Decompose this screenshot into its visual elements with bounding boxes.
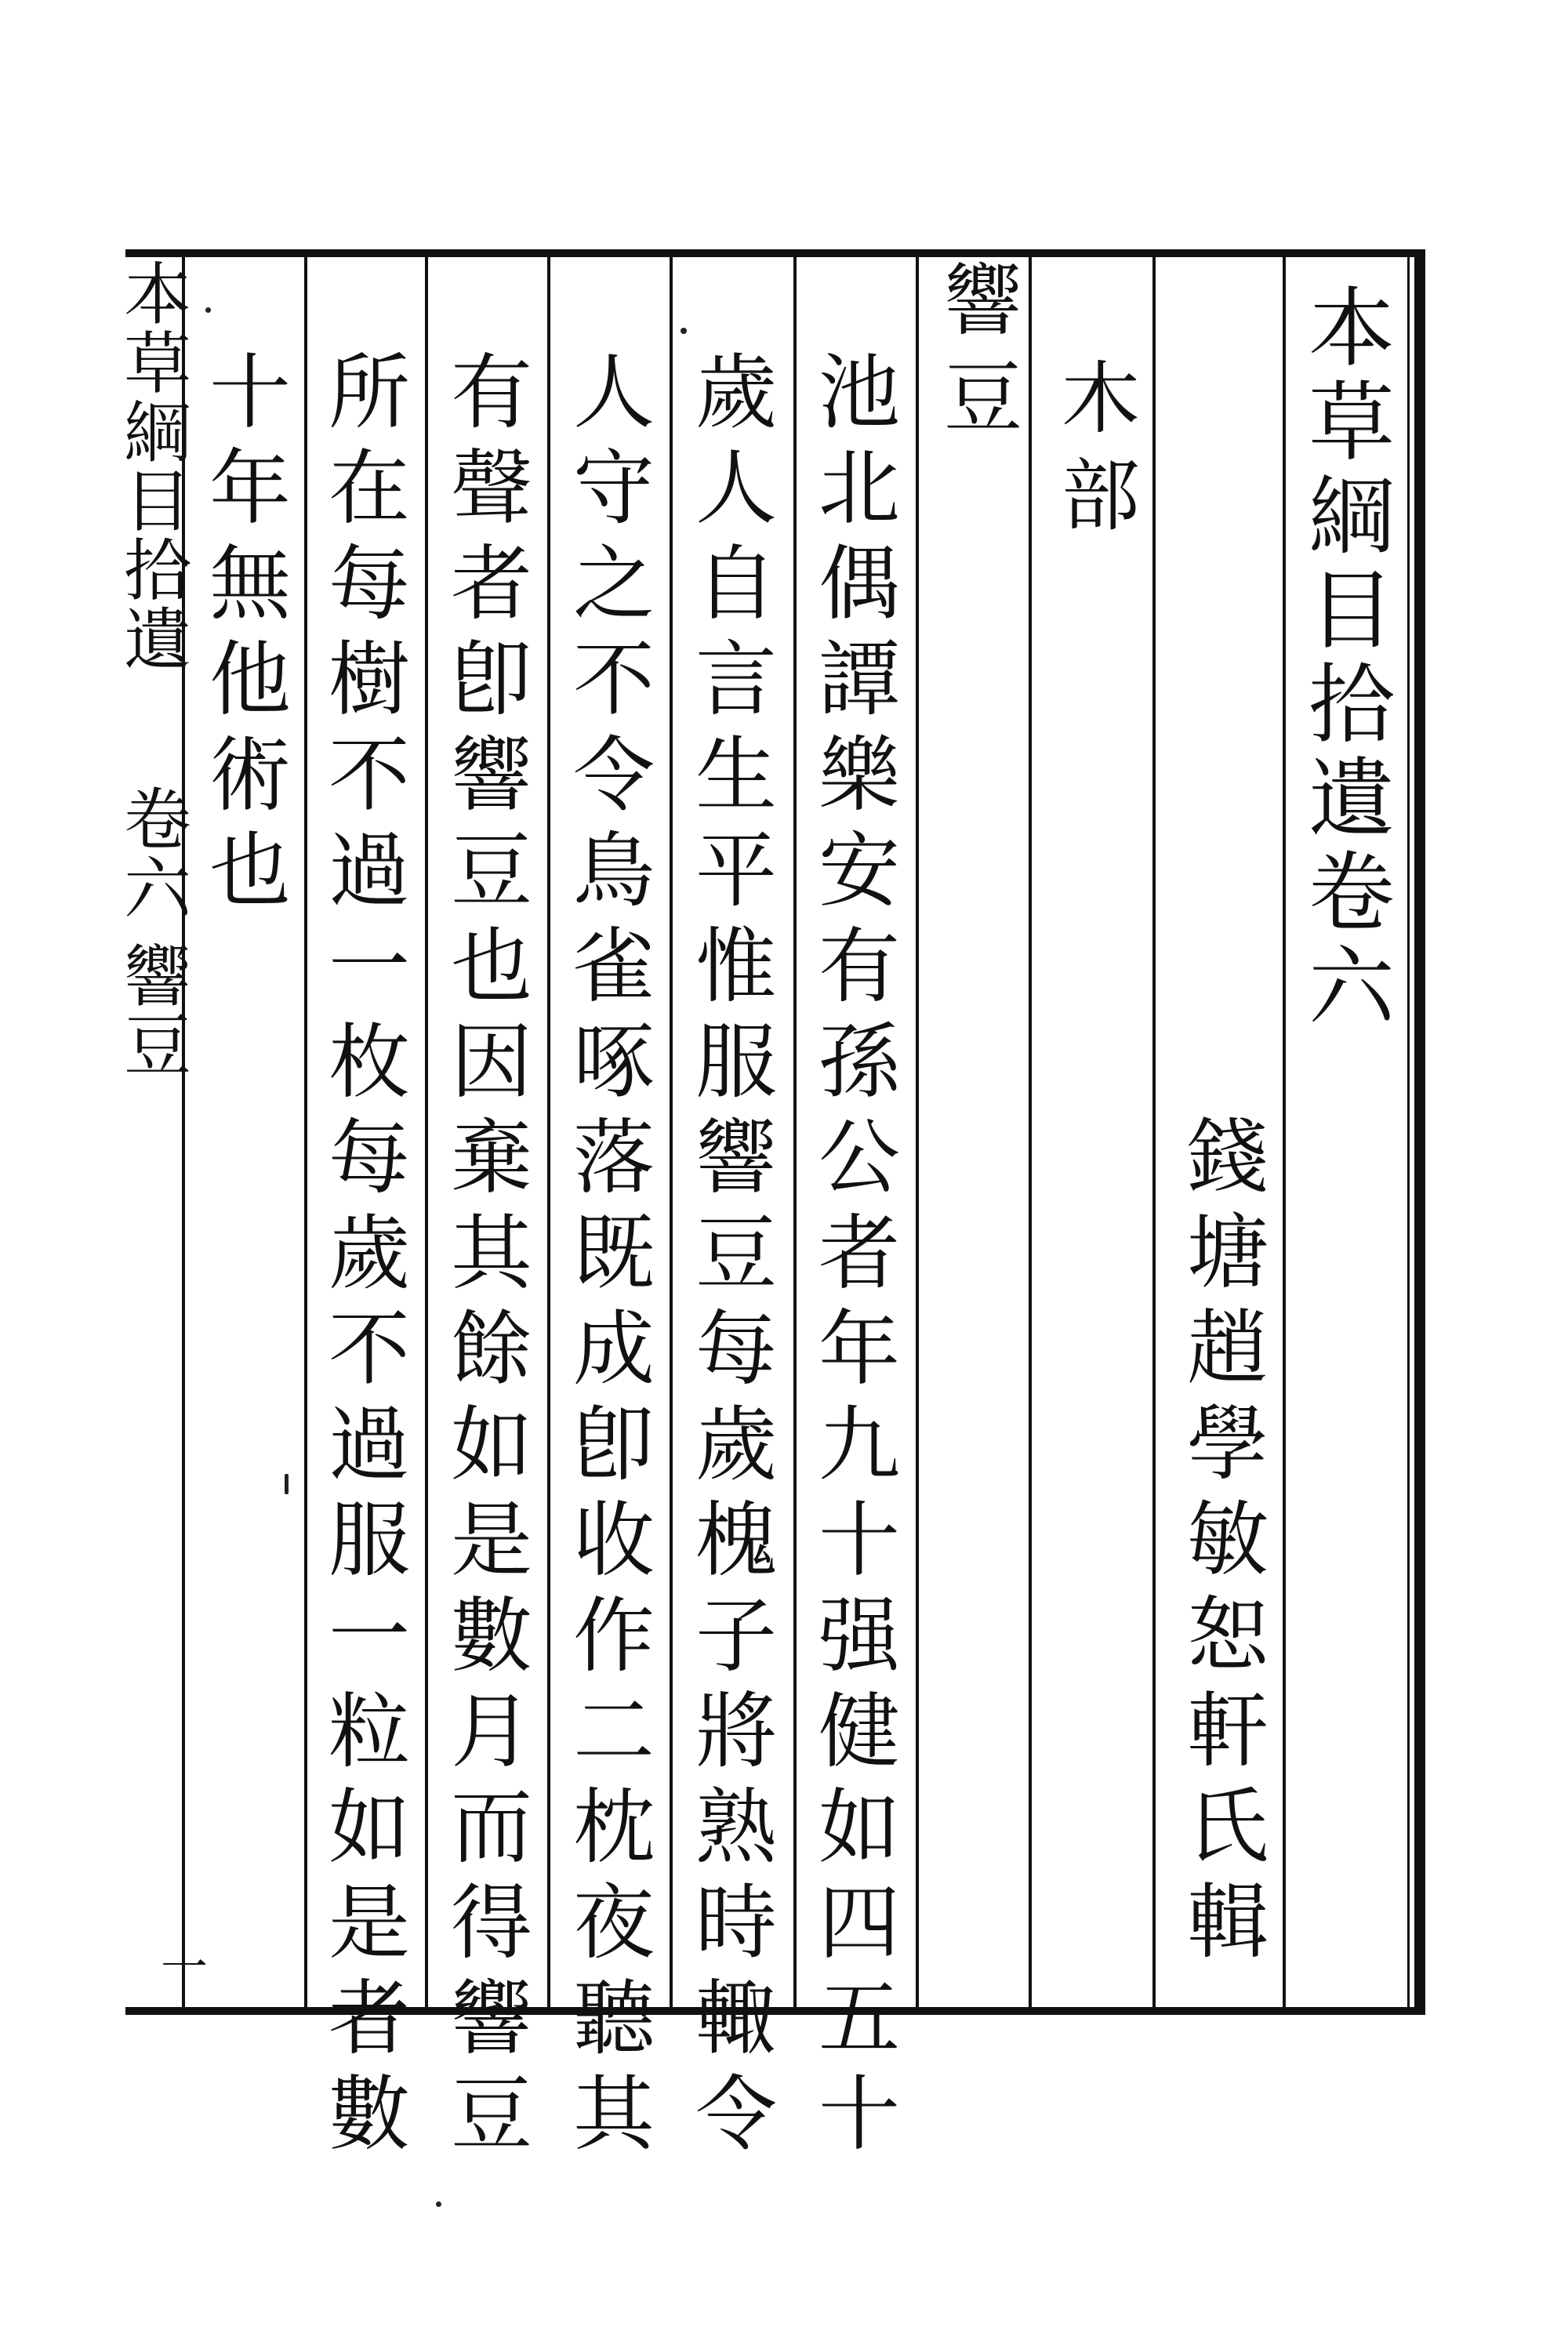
body-column: 十年無他術也 <box>195 349 291 923</box>
body-column: 人守之不令鳥雀啄落既成卽收作二枕夜聽其 <box>559 349 655 2166</box>
column-rule <box>670 257 673 2007</box>
column-rule <box>547 257 550 2007</box>
body-column: 所在每樹不過一枚每歲不過服一粒如是者數 <box>314 349 410 2166</box>
body-column: 歲人自言生平惟服響豆每歲槐子將熟時輙令 <box>681 349 777 2166</box>
compiler-line: 錢塘趙學敏恕軒氏輯 <box>1173 1113 1269 1974</box>
column-rule <box>425 257 428 2007</box>
column-rule <box>916 257 919 2007</box>
body-column: 池北偶譚樂安有孫公者年九十强健如四五十 <box>804 349 900 2166</box>
entry-heading: 響豆 <box>931 259 1022 453</box>
book-title: 本草綱目拾遺卷六 <box>1294 282 1395 1035</box>
folio-number: 一 <box>161 1940 208 1995</box>
ink-speck <box>205 307 211 313</box>
margin-title: 本草綱目拾遺 <box>112 259 191 673</box>
column-rule <box>1283 257 1286 2007</box>
column-rule <box>793 257 797 2007</box>
margin-juan: 卷六 <box>112 784 191 922</box>
margin-entry: 響豆 <box>112 941 191 1079</box>
column-rule <box>304 257 307 2007</box>
section-heading: 木部 <box>1048 357 1140 551</box>
ink-speck <box>285 1474 289 1494</box>
column-rule <box>1152 257 1156 2007</box>
column-rule <box>1029 257 1032 2007</box>
body-column: 有聲者卽響豆也因棄其餘如是數月而得響豆 <box>437 349 532 2166</box>
ink-speck <box>681 328 687 334</box>
ink-speck <box>436 2201 441 2207</box>
